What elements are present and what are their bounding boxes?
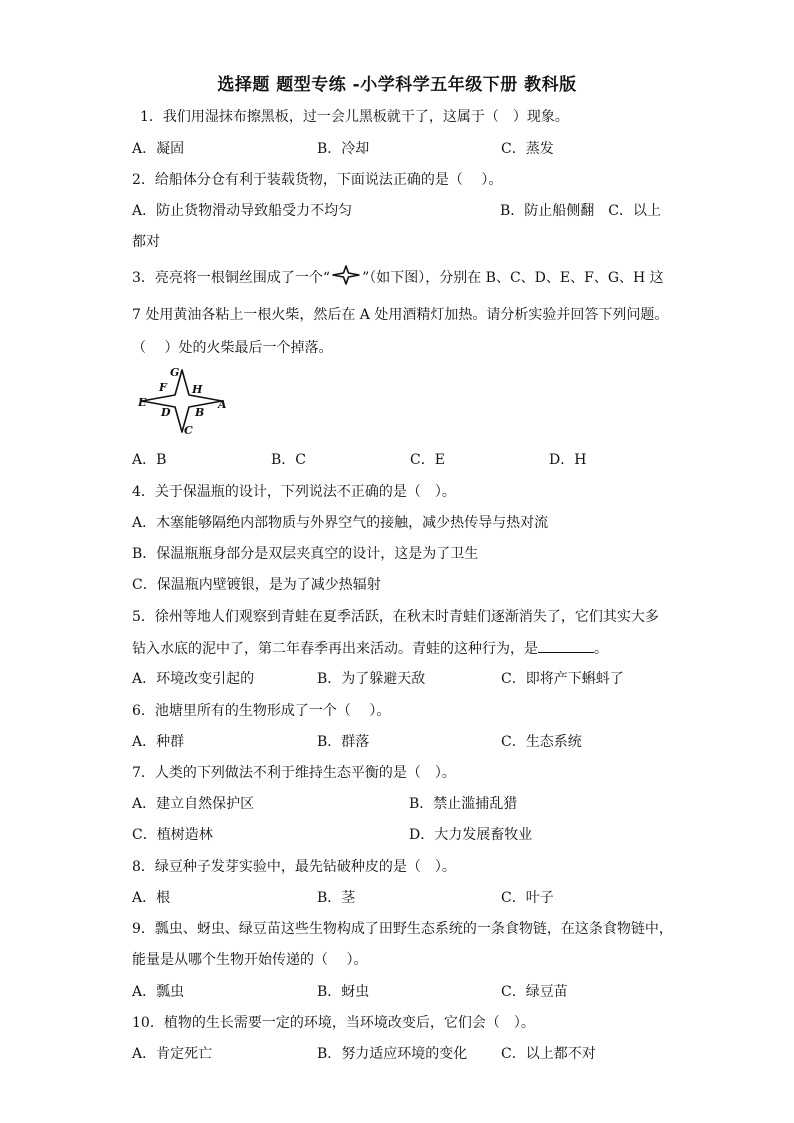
question-10-stem: 10．植物的生长需要一定的环境，当环境改变后，它们会（ ）。 (132, 1015, 535, 1031)
question-6-option-b: B．群落 (317, 734, 370, 750)
question-5-stem-line-2 (132, 638, 608, 659)
question-3-stem-line-2: 7 处用黄油各粘上一根火柴，然后在 A 处用酒精灯加热。请分析实验并回答下列问题。 (132, 307, 669, 323)
question-6-stem: 6．池塘里所有的生物形成了一个（ ）。 (132, 703, 391, 719)
label-h: H (192, 383, 203, 396)
question-3-option-c: C．E (410, 452, 445, 468)
label-g: G (170, 366, 180, 379)
copper-wire-star-figure (138, 364, 230, 436)
question-3-stem-part-2: ”（如下图），分别在 B、C、D、E、F、G、H 这 (362, 270, 664, 286)
label-c: C (184, 424, 193, 436)
question-4-option-c: C．保温瓶内壁镀银，是为了减少热辐射 (132, 577, 381, 593)
label-a: A (218, 398, 227, 411)
question-5-option-a: A．环境改变引起的 (132, 671, 255, 687)
page-title: 选择题 题型专练 -小学科学五年级下册 教科版 (217, 75, 577, 95)
question-3-stem-line-1 (132, 268, 664, 288)
question-5-stem-end: 。 (594, 641, 608, 657)
question-2-option-bc-continued: 都对 (132, 234, 160, 250)
question-1-option-c: C．蒸发 (501, 141, 554, 157)
question-8-option-a: A．根 (132, 890, 171, 906)
label-d: D (161, 406, 171, 419)
question-9-stem-line-2: 能量是从哪个生物开始传递的（ ）。 (132, 952, 368, 968)
question-5-stem-line-1: 5．徐州等地人们观察到青蛙在夏季活跃，在秋末时青蛙们逐渐消失了，它们其实大多 (132, 609, 659, 625)
question-5-stem-text: 钻入水底的泥中了，第二年春季再出来活动。青蛙的这种行为，是 (132, 641, 538, 657)
question-3-option-b: B．C (271, 452, 306, 468)
question-2-option-a: A．防止货物滑动导致船受力不均匀 (132, 203, 353, 219)
question-8-stem: 8．绿豆种子发芽实验中，最先钻破种皮的是（ ）。 (132, 859, 456, 875)
question-6-option-a: A．种群 (132, 734, 185, 750)
question-9-option-c: C．绿豆苗 (501, 984, 568, 1000)
answer-blank (538, 638, 594, 653)
question-7-stem: 7．人类的下列做法不利于维持生态平衡的是（ ）。 (132, 765, 456, 781)
question-2-stem: 2．给船体分仓有利于装载货物，下面说法正确的是（ ）。 (132, 172, 503, 188)
question-3-option-a: A．B (132, 452, 167, 468)
question-10-option-c: C．以上都不对 (501, 1046, 596, 1062)
question-8-option-c: C．叶子 (501, 890, 554, 906)
question-10-option-b: B．努力适应环境的变化 (317, 1046, 468, 1062)
question-7-option-b: B．禁止滥捕乱猎 (409, 796, 518, 812)
label-e: E (138, 396, 147, 409)
star-wire-outline (142, 370, 222, 432)
question-4-option-a: A．木塞能够隔绝内部物质与外界空气的接触，减少热传导与热对流 (132, 515, 549, 531)
question-1-option-b: B．冷却 (317, 141, 370, 157)
question-1-stem: 1．我们用湿抹布擦黑板，过一会儿黑板就干了，这属于（ ）现象。 (140, 109, 569, 125)
question-5-option-b: B．为了躲避天敌 (317, 671, 426, 687)
question-7-option-a: A．建立自然保护区 (132, 796, 255, 812)
star-shape-icon (331, 265, 361, 285)
question-7-option-d: D．大力发展畜牧业 (409, 827, 533, 843)
question-3-stem-part-1: 3．亮亮将一根铜丝围成了一个“ (132, 270, 331, 286)
label-f: F (159, 381, 167, 394)
question-7-option-c: C．植树造林 (132, 827, 213, 843)
label-b: B (195, 406, 205, 419)
question-2-option-bc: B．防止船侧翻 C．以上 (500, 203, 661, 219)
question-5-option-c: C．即将产下蝌蚪了 (501, 671, 624, 687)
question-4-option-b: B．保温瓶瓶身部分是双层夹真空的设计，这是为了卫生 (132, 546, 479, 562)
question-3-option-d: D．H (549, 452, 587, 468)
star-diagram (138, 364, 230, 436)
question-10-option-a: A．肯定死亡 (132, 1046, 213, 1062)
question-8-option-b: B．茎 (317, 890, 356, 906)
question-1-option-a: A．凝固 (132, 141, 185, 157)
question-9-stem-line-1: 9．瓢虫、蚜虫、绿豆苗这些生物构成了田野生态系统的一条食物链，在这条食物链中， (132, 921, 673, 937)
question-9-option-b: B．蚜虫 (317, 984, 370, 1000)
question-3-stem-line-3: （ ）处的火柴最后一个掉落。 (132, 340, 333, 356)
question-9-option-a: A．瓢虫 (132, 984, 185, 1000)
question-4-stem: 4．关于保温瓶的设计，下列说法不正确的是（ ）。 (132, 484, 456, 500)
question-6-option-c: C．生态系统 (501, 734, 582, 750)
